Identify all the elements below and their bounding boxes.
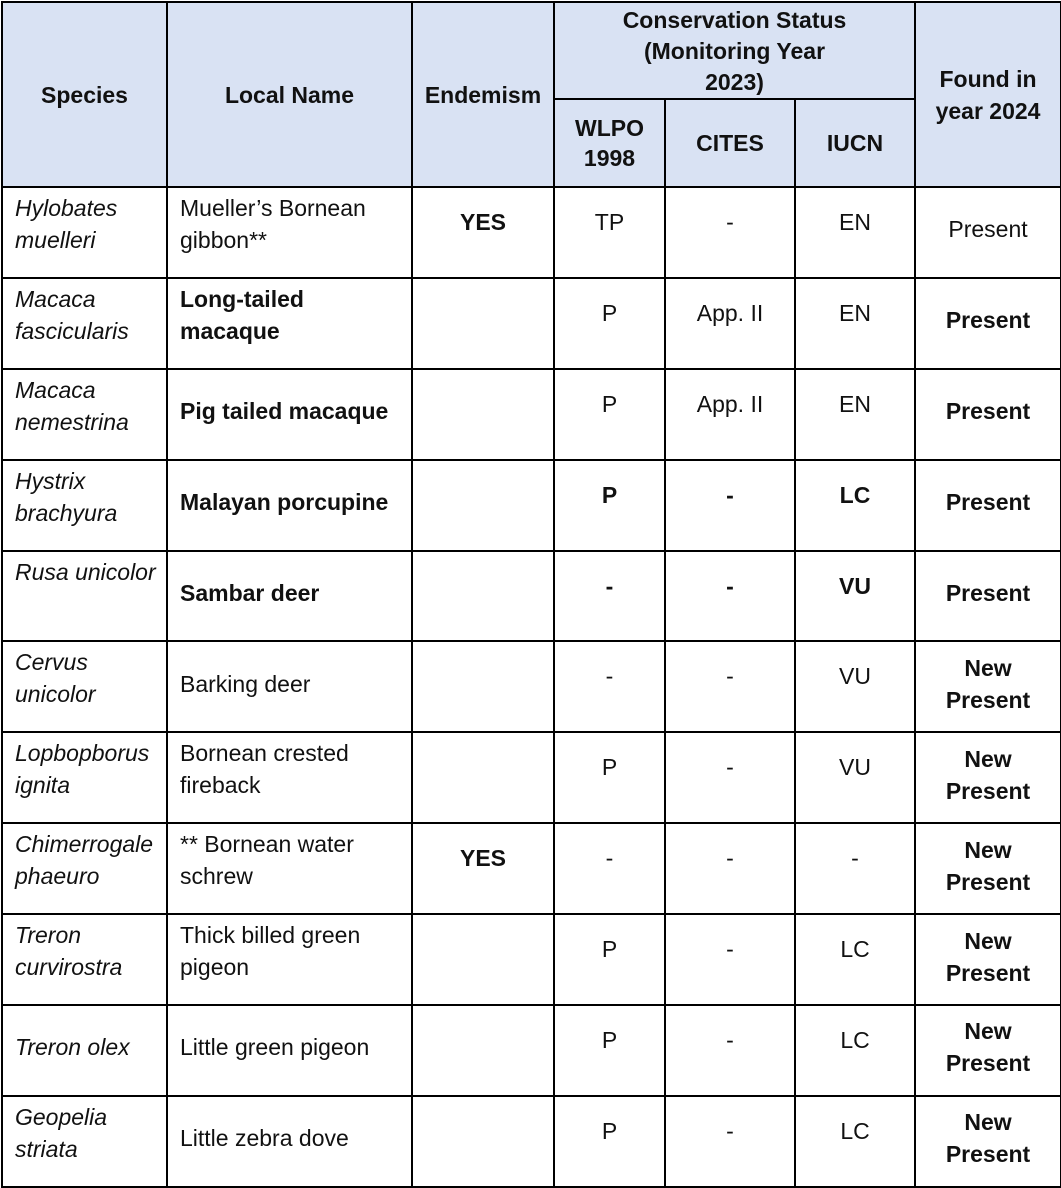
- local-name-cell: Pig tailed macaque: [167, 369, 412, 460]
- species-cell: Hystrix brachyura: [2, 460, 167, 551]
- found-cell: New Present: [915, 823, 1061, 914]
- table-row: [2, 187, 1061, 278]
- iucn-cell: VU: [795, 641, 915, 732]
- header-found: Found in year 2024: [915, 2, 1061, 187]
- endemism-cell: [412, 551, 554, 642]
- local-name-cell: Barking deer: [167, 641, 412, 732]
- endemism-cell: [412, 1096, 554, 1187]
- header-conservation-status-text: Conservation Status (Monitoring Year 2023): [622, 7, 847, 95]
- local-name-cell: Bornean crested fireback: [167, 732, 412, 823]
- header-wlpo: WLPO 1998: [554, 99, 665, 187]
- cites-cell: -: [665, 823, 795, 914]
- wlpo-cell: -: [554, 823, 665, 914]
- header-cites: CITES: [665, 99, 795, 187]
- wlpo-cell: P: [554, 369, 665, 460]
- cites-cell: -: [665, 914, 795, 1005]
- found-cell: Present: [915, 187, 1061, 278]
- species-cell: Treron olex: [2, 1005, 167, 1096]
- wlpo-cell: P: [554, 1096, 665, 1187]
- cites-cell: -: [665, 1005, 795, 1096]
- species-cell: Geopelia striata: [2, 1096, 167, 1187]
- species-table: [1, 1, 1061, 1188]
- wlpo-cell: P: [554, 460, 665, 551]
- local-name-cell: Little zebra dove: [167, 1096, 412, 1187]
- found-cell: New Present: [915, 1005, 1061, 1096]
- local-name-cell: ** Bornean water schrew: [167, 823, 412, 914]
- endemism-cell: [412, 641, 554, 732]
- table-row: [2, 369, 1061, 460]
- cites-cell: -: [665, 641, 795, 732]
- wlpo-cell: TP: [554, 187, 665, 278]
- table-row: [2, 278, 1061, 369]
- wlpo-cell: P: [554, 278, 665, 369]
- table-row: [2, 551, 1061, 642]
- header-local-name: Local Name: [167, 2, 412, 187]
- table-row: [2, 732, 1061, 823]
- table-row: [2, 914, 1061, 1005]
- endemism-cell: [412, 914, 554, 1005]
- species-cell: Lopbopborus ignita: [2, 732, 167, 823]
- cites-cell: -: [665, 460, 795, 551]
- species-cell: Chimerrogale phaeuro: [2, 823, 167, 914]
- wlpo-cell: P: [554, 732, 665, 823]
- iucn-cell: LC: [795, 1096, 915, 1187]
- species-cell: Treron curvirostra: [2, 914, 167, 1005]
- wlpo-cell: P: [554, 1005, 665, 1096]
- found-cell: New Present: [915, 641, 1061, 732]
- header-conservation-status: [554, 2, 915, 99]
- species-cell: Hylobates muelleri: [2, 187, 167, 278]
- table-row: [2, 1005, 1061, 1096]
- endemism-cell: [412, 369, 554, 460]
- found-cell: Present: [915, 369, 1061, 460]
- cites-cell: App. II: [665, 369, 795, 460]
- found-cell: New Present: [915, 1096, 1061, 1187]
- header-endemism: Endemism: [412, 2, 554, 187]
- found-cell: Present: [915, 551, 1061, 642]
- species-cell: Macaca nemestrina: [2, 369, 167, 460]
- endemism-cell: [412, 278, 554, 369]
- local-name-cell: Little green pigeon: [167, 1005, 412, 1096]
- local-name-cell: Thick billed green pigeon: [167, 914, 412, 1005]
- endemism-cell: [412, 460, 554, 551]
- iucn-cell: -: [795, 823, 915, 914]
- found-cell: Present: [915, 278, 1061, 369]
- iucn-cell: EN: [795, 369, 915, 460]
- cites-cell: App. II: [665, 278, 795, 369]
- table-row: [2, 641, 1061, 732]
- local-name-cell: Mueller’s Bornean gibbon**: [167, 187, 412, 278]
- table-row: [2, 460, 1061, 551]
- header-species: Species: [2, 2, 167, 187]
- local-name-cell: Sambar deer: [167, 551, 412, 642]
- header-iucn: IUCN: [795, 99, 915, 187]
- iucn-cell: EN: [795, 187, 915, 278]
- local-name-cell: Malayan porcupine: [167, 460, 412, 551]
- iucn-cell: VU: [795, 732, 915, 823]
- cites-cell: -: [665, 187, 795, 278]
- cites-cell: -: [665, 1096, 795, 1187]
- found-cell: Present: [915, 460, 1061, 551]
- endemism-cell: YES: [412, 187, 554, 278]
- iucn-cell: LC: [795, 914, 915, 1005]
- iucn-cell: LC: [795, 1005, 915, 1096]
- endemism-cell: [412, 732, 554, 823]
- iucn-cell: LC: [795, 460, 915, 551]
- table-row: [2, 823, 1061, 914]
- species-cell: Rusa unicolor: [2, 551, 167, 642]
- species-cell: Cervus unicolor: [2, 641, 167, 732]
- cites-cell: -: [665, 551, 795, 642]
- local-name-cell: Long-tailed macaque: [167, 278, 412, 369]
- wlpo-cell: -: [554, 551, 665, 642]
- found-cell: New Present: [915, 732, 1061, 823]
- iucn-cell: VU: [795, 551, 915, 642]
- endemism-cell: [412, 1005, 554, 1096]
- iucn-cell: EN: [795, 278, 915, 369]
- table-row: [2, 1096, 1061, 1187]
- species-cell: Macaca fascicularis: [2, 278, 167, 369]
- endemism-cell: YES: [412, 823, 554, 914]
- found-cell: New Present: [915, 914, 1061, 1005]
- wlpo-cell: -: [554, 641, 665, 732]
- wlpo-cell: P: [554, 914, 665, 1005]
- cites-cell: -: [665, 732, 795, 823]
